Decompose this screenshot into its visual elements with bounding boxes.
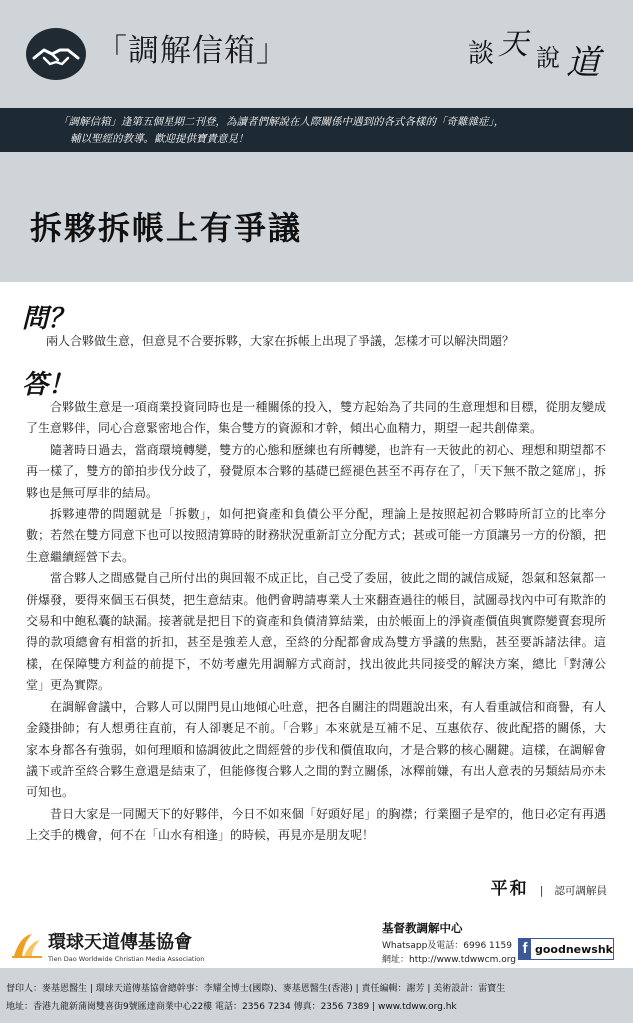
answer-paragraph: 拆夥連帶的問題就是「拆數」，如何把資產和負債公平分配，理論上是按照起初合夥時所訂立的比率分數；若然在雙方同意下也可以按照清算時的財務狀況重新訂立分配方式；甚或可能一方頂讓另一方的份額，把生意繼續經營下去。 [26, 507, 606, 564]
answer-mark-label: 答！ [22, 370, 75, 400]
answer-paragraph: 昔日大家是一同闖天下的好夥伴，今日不如來個「好頭好尾」的胸襟；行業圈子是窄的，他日必定有再遇上交手的機會，何不在「山水有相逢」的時候，再見亦是朋友呢！ [26, 806, 606, 843]
svg-text:說: 說 [536, 44, 560, 72]
org-name: 環球天道傳基協會 [48, 932, 192, 953]
column-title: 「調解信箱」 [96, 33, 288, 69]
signature [491, 874, 607, 899]
svg-text:談: 談 [468, 39, 495, 69]
svg-text:天: 天 [498, 27, 528, 62]
facebook-link[interactable] [518, 938, 614, 960]
facebook-icon: f [519, 939, 531, 959]
facebook-handle: goodnewshk [534, 942, 613, 956]
signature-separator: | [539, 884, 544, 897]
answer-body [26, 397, 606, 847]
footer-credits: 督印人：麥基恩醫生 | 環球天道傳基協會總幹事：李耀全博士(國際)、麥基恩醫生(香港) | 責任編輯：謝芳 | 美術設計：雷寶生 [6, 984, 506, 994]
title-band [0, 152, 633, 282]
author-role: 認可調解員 [554, 885, 607, 897]
org-name-en: Tien Dao Worldwide Christian Media Association [48, 955, 205, 963]
answer-paragraph: 在調解會議中，合夥人可以開門見山地傾心吐意，把各自關注的問題說出來，有人看重誠信和商譽，有人金錢掛帥；有人想勇往直前，有人卻裹足不前。「合夥」本來就是互補不足、互惠依存、彼此配搭的關係，大家本身都各有強弱，如何理順和協調彼此之間經營的步伐和價值取向，才是合夥的核心關鍵。這樣，在調解會議下或許至終合夥生意還是結束了，但能修復合夥人之間的對立關係，冰釋前嫌，有出人意表的另類結局亦未可知也。 [26, 699, 606, 800]
author-name: 平和 [490, 879, 529, 899]
handshake-icon [26, 28, 86, 80]
answer-paragraph: 當合夥人之間感覺自己所付出的與回報不成正比，自己受了委屈，彼此之間的誠信成疑，怨氣和怒氣都一併爆發，要得來個玉石俱焚，把生意結束。他們會聘請專業人士來翻查過往的帳目，試圖尋找內中可有欺詐的交易和中飽私囊的缺漏。接著就是把目下的資產和負債清算結業，由於帳面上的淨資產價值與實際變賣套現所得的款項總會有相當的折扣，甚至是強差人意，至終的分配都會成為雙方爭議的焦點，甚至要訴諸法律。這樣，在保障雙方利益的前提下，不妨考慮先用調解方式商討，找出彼此共同接受的解決方案，總比「對薄公堂」更為實際。 [26, 571, 606, 693]
footer-band [0, 968, 633, 1023]
header-band [0, 0, 633, 108]
page-title: 拆夥拆帳上有爭議 [30, 209, 303, 247]
footer-address: 地址：香港九龍新蒲崗雙喜街9號匯達商業中心22樓 電話：2356 7234 傳真：2356 7389 | www.tdww.org.hk [6, 1002, 457, 1012]
mediation-center-name: 基督教調解中心 [382, 921, 463, 935]
question-mark-label: 問？ [22, 304, 75, 334]
question-text: 兩人合夥做生意，但意見不合要拆夥，大家在拆帳上出現了爭議，怎樣才可以解決問題？ [46, 334, 515, 348]
answer-paragraph: 隨著時日過去，當商環境轉變，雙方的心態和歷練也有所轉變，也許有一天彼此的初心、理想和期望都不再一樣了，雙方的節拍步伐分歧了，發覺原本合夥的基礎已經褪色甚至不再存在了，「天下無不散之筵席」，拆夥也是無可厚非的結局。 [26, 442, 606, 500]
mediation-center-website[interactable]: 網址：http://www.tdwwcm.org [382, 955, 516, 965]
mediation-center-phone: Whatsapp及電話：6996 1159 [382, 941, 512, 951]
intro-line-1: 「調解信箱」逢第五個星期二刊登，為讀者們解說在人際關係中遇到的各式各樣的「奇難雜症」， [58, 116, 505, 128]
brand-logo [466, 22, 616, 86]
svg-text:道: 道 [566, 43, 600, 83]
intro-line-2: 輔以聖經的教導。歡迎提供寶貴意見！ [70, 133, 249, 145]
intro-bar [0, 108, 633, 152]
answer-paragraph: 合夥做生意是一項商業投資同時也是一種關係的投入，雙方起始為了共同的生意理想和目標，從朋友變成了生意夥伴，同心合意緊密地合作，集合雙方的資源和才幹，傾出心血精力，期望一起共創偉業。 [26, 400, 606, 436]
org-logo-icon [10, 930, 44, 960]
